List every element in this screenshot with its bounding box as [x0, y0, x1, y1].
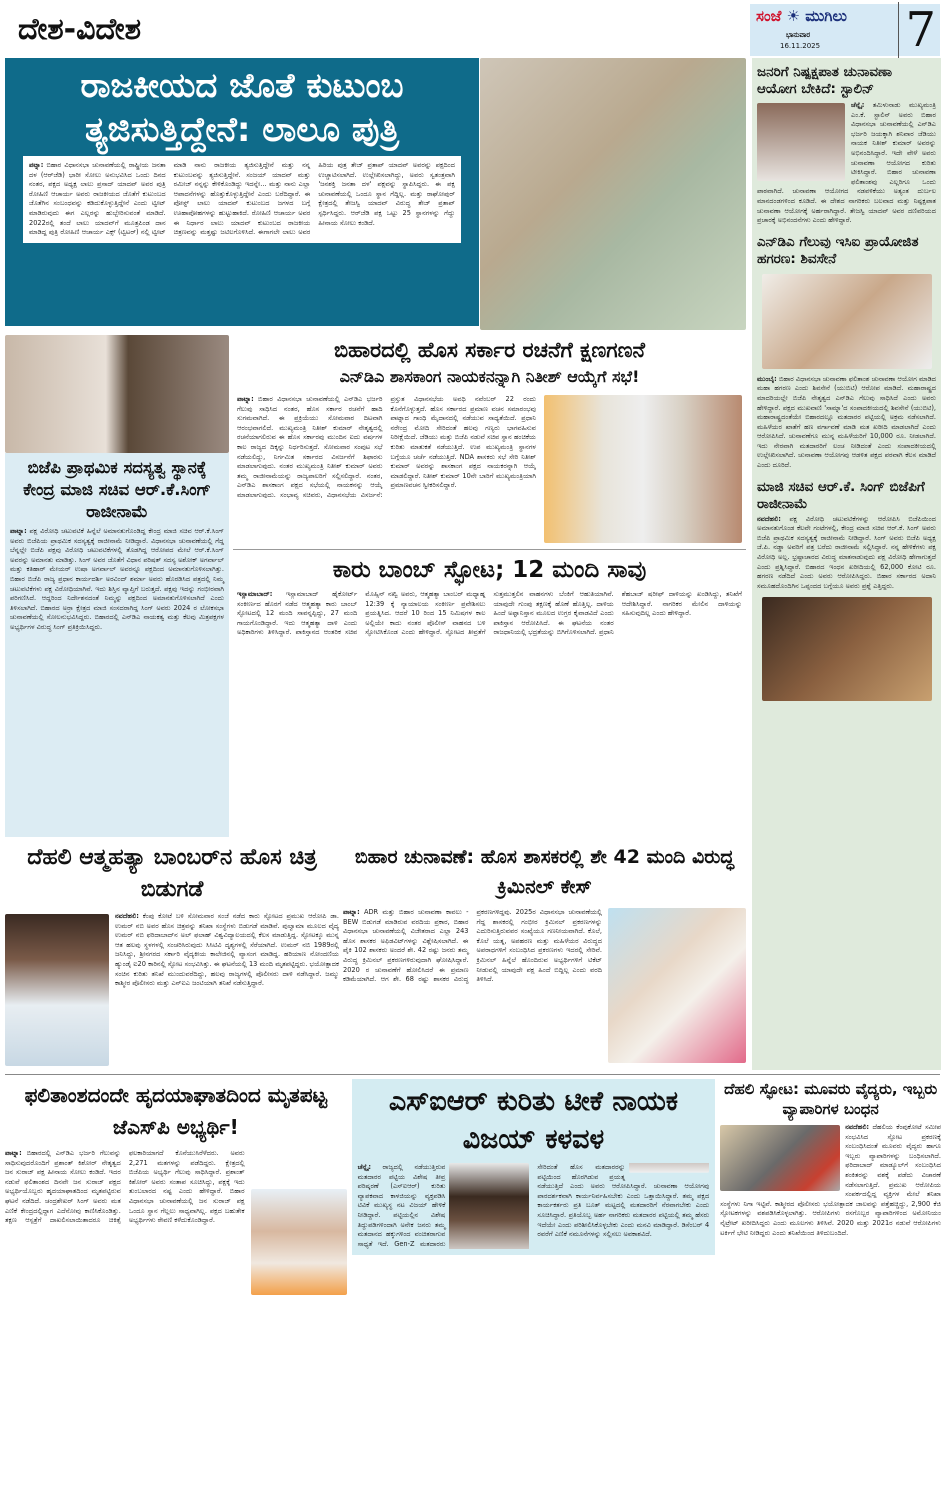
photo-uddhav: [762, 274, 932, 369]
masthead: [750, 4, 940, 56]
story-car-bomb: [233, 549, 746, 638]
story-vijay: [352, 1079, 716, 1255]
row-lower: [5, 842, 746, 1070]
main-area: [0, 58, 945, 1070]
section-title: ದೇಶ-ವಿದೇಶ: [18, 12, 142, 47]
left-block: [5, 335, 229, 837]
headline: ಬಿಹಾರ ಚುನಾವಣೆ: ಹೊಸ ಶಾಸಕರಲ್ಲಿ ಶೇ 42 ಮಂದಿ ವಿರುದ್ಧ ಕ್ರಿಮಿನಲ್ ಕೇಸ್: [354, 846, 735, 898]
story-body: ಪಾಟ್ನಾ: ADR ಮತ್ತು ಬಿಹಾರ ಚುನಾವಣಾ ಕಾವಲು - BEW ಬಿಡುಗಡೆ ಮಾಡಿರುವ ವರದಿಯ ಪ್ರಕಾರ, ಬಿಹಾರ ವಿಧಾನಸಭಾ ಚುನಾವಣೆಯಲ್ಲಿ ವಿಜೇತರಾದ ಎಲ್ಲಾ 243 ಹೊಸ ಶಾಸಕರ ಅಫಿಡವಿಟ್‌ಗಳನ್ನು ವಿಶ್ಲೇಷಿಸಲಾಗಿದೆ. ಈ ಪೈಕಿ 102 ಶಾಸಕರು ಅಂದರೆ ಶೇ. 42 ರಷ್ಟು ಜನರು ತಮ್ಮ ವಿರುದ್ಧ ಕ್ರಿಮಿನಲ್ ಪ್ರಕರಣಗಳಿರುವುದಾಗಿ ಘೋಷಿಸಿದ್ದಾರೆ. 2020 ರ ಚುನಾವಣೆಗೆ ಹೋಲಿಸಿದರೆ ಈ ಪ್ರಮಾಣ ಕಡಿಮೆಯಾಗಿದೆ. ಆಗ ಶೇ. 68 ರಷ್ಟು ಶಾಸಕರ ವಿರುದ್ಧ ಪ್ರಕರಣಗಳಿದ್ದವು. 2025ರ ವಿಧಾನಸಭಾ ಚುನಾವಣೆಯಲ್ಲಿ ಗೆದ್ದ ಶಾಸಕರಲ್ಲಿ ಗಂಭೀರ ಕ್ರಿಮಿನಲ್ ಪ್ರಕರಣಗಳನ್ನು ಎದುರಿಸುತ್ತಿರುವವರ ಸಂಖ್ಯೆಯೂ ಗಣನೀಯವಾಗಿದೆ. ಕೊಲೆ, ಕೊಲೆ ಯತ್ನ, ಅಪಹರಣ ಮತ್ತು ಮಹಿಳೆಯರ ವಿರುದ್ಧದ ಅಪರಾಧಗಳಿಗೆ ಸಂಬಂಧಿಸಿದ ಪ್ರಕರಣಗಳು ಇದರಲ್ಲಿ ಸೇರಿವೆ. ಕ್ರಿಮಿನಲ್ ಹಿನ್ನೆಲೆ ಹೊಂದಿರುವ ಅಭ್ಯರ್ಥಿಗಳಿಗೆ ಟಿಕೆಟ್ ನೀಡುವಲ್ಲಿ ಯಾವುದೇ ಪಕ್ಷ ಹಿಂದೆ ಬಿದ್ದಿಲ್ಲ ಎಂದು ವರದಿ ತಿಳಿಸಿದೆ.: [343, 908, 602, 984]
photo-modi-nitish: [544, 395, 742, 543]
headline: ದೆಹಲಿ ಸ್ಫೋಟ: ಮೂವರು ವೈದ್ಯರು, ಇಬ್ಬರು ವ್ಯಾಪಾರಿಗಳ ಬಂಧನ: [724, 1080, 938, 1118]
story-bihar-govt: [233, 335, 746, 549]
left-main: [5, 58, 746, 1070]
photo-candidate: [251, 1189, 347, 1295]
divider: [5, 1074, 940, 1075]
subheadline: ಎನ್‌ಡಿಎ ಶಾಸಕಾಂಗ ನಾಯಕನನ್ನಾಗಿ ನಿತೀಶ್ ಆಯ್ಕೆಗೆ ಸಭೆ!: [339, 367, 640, 386]
headline: ಬಿಹಾರದಲ್ಲಿ ಹೊಸ ಸರ್ಕಾರ ರಚನೆಗೆ ಕ್ಷಣಗಣನೆ: [333, 338, 646, 362]
story-body: ಚೆನ್ನೈ: ತಮಿಳುನಾಡು ಮುಖ್ಯಮಂತ್ರಿ ಎಂ.ಕೆ. ಸ್ಟಾಲಿನ್ ಅವರು ಬಿಹಾರ ವಿಧಾನಸಭಾ ಚುನಾವಣೆಯಲ್ಲಿ ಎನ್‌ಡಿಎ ಭರ್ಜರಿ ಜಯಕ್ಕಾಗಿ ಶನಿವಾರ ಜೆಡಿಯು ನಾಯಕ ನಿತೀಶ್ ಕುಮಾರ್ ಅವರನ್ನು ಅಭಿನಂದಿಸಿದ್ದಾರೆ. ಇದೇ ವೇಳೆ ಅವರು ಚುನಾವಣಾ ಆಯೋಗದ ಕುರಿತು ಟೀಕಿಸಿದ್ದಾರೆ. ಬಿಹಾರ ಚುನಾವಣಾ ಫಲಿತಾಂಶವು ಎಲ್ಲರಿಗೂ ಒಂದು ಪಾಠವಾಗಿದೆ. ಚುನಾವಣಾ ಆಯೋಗದ ನಡವಳಿಕೆಯು ಅತ್ಯಂತ ದುರ್ಬಲ ಮಾನದಂಡಗಳಿಂದ ಕೂಡಿದೆ. ಈ ದೇಶದ ನಾಗರಿಕರು ಬಲವಾದ ಮತ್ತು ನಿಷ್ಪಕ್ಷಪಾತ ಚುನಾವಣಾ ಆಯೋಗಕ್ಕೆ ಅರ್ಹರಾಗಿದ್ದಾರೆ. ತೇಜಸ್ವಿ ಯಾದವ್ ಅವರ ದಣಿವರಿಯದ ಪ್ರಚಾರಕ್ಕೆ ಅಭಿನಂದನೆಗಳು ಎಂದು ಹೇಳಿದ್ದಾರೆ.: [757, 101, 936, 225]
headline: ಫಲಿತಾಂಶದಂದೇ ಹೃದಯಾಘಾತದಿಂದ ಮೃತಪಟ್ಟ ಜೆಎಸ್‌ಪಿ ಅಭ್ಯರ್ಥಿ!: [24, 1083, 328, 1139]
story-body: ಚೆನ್ನೈ: ರಾಜ್ಯದಲ್ಲಿ ನಡೆಯುತ್ತಿರುವ ಮತದಾರರ ಪಟ್ಟಿಯ ವಿಶೇಷ ತೀವ್ರ ಪರಿಷ್ಕರಣೆ (ಎಸ್‌ಐಆರ್) ಕುರಿತು ವ್ಯಾಪಕವಾದ ಕಾಳಜಿಯನ್ನು ವ್ಯಕ್ತಪಡಿಸಿ ಟಿವಿಕೆ ಮುಖ್ಯಸ್ಥ ನಟ ವಿಜಯ್ ಹೇಳಿಕೆ ನೀಡಿದ್ದಾರೆ. ಪಟ್ಟಿಯಲ್ಲಿನ ವಿಶೇಷ ತಿದ್ದುಪಡಿಗಳಿಂದಾಗಿ ಅನೇಕ ಜನರು ತಮ್ಮ ಮತದಾನದ ಹಕ್ಕುಗಳಿಂದ ವಂಚಿತರಾಗುವ ಸಾಧ್ಯತೆ ಇದೆ. Gen-Z ಮತದಾರರು ಸೇರಿದಂತೆ ಹೊಸ ಮತದಾರರನ್ನು ಪಟ್ಟಿಯಿಂದ ಹೊರಗಿಡುವ ಪ್ರಯತ್ನ ನಡೆಯುತ್ತಿದೆ ಎಂದು ಅವರು ಆರೋಪಿಸಿದ್ದಾರೆ. ಚುನಾವಣಾ ಆಯೋಗವು ಪಾರದರ್ಶಕವಾಗಿ ಕಾರ್ಯನಿರ್ವಹಿಸಬೇಕು ಎಂದು ಒತ್ತಾಯಿಸಿದ್ದಾರೆ. ತಮ್ಮ ಪಕ್ಷದ ಕಾರ್ಯಕರ್ತರು ಪ್ರತಿ ಬೂತ್ ಮಟ್ಟದಲ್ಲಿ ಮತದಾರರಿಗೆ ನೆರವಾಗಬೇಕು ಎಂದು ಸೂಚಿಸಿದ್ದಾರೆ. ಪ್ರತಿಯೊಬ್ಬ ಅರ್ಹ ನಾಗರಿಕರು ಮತದಾರರ ಪಟ್ಟಿಯಲ್ಲಿ ತಮ್ಮ ಹೆಸರು ಇದೆಯೇ ಎಂದು ಪರಿಶೀಲಿಸಿಕೊಳ್ಳಬೇಕು ಎಂದು ಮನವಿ ಮಾಡಿದ್ದಾರೆ. ಡಿಸೆಂಬರ್ 4 ರವರೆಗೆ ಎಣಿಕೆ ನಮೂನೆಗಳನ್ನು ಸಲ್ಲಿಸಲು ಅವಕಾಶವಿದೆ.: [357, 1163, 710, 1248]
story-lalu: [5, 58, 479, 326]
photo-lalu-and-daughter: [480, 58, 746, 330]
headline: ಕಾರು ಬಾಂಬ್ ಸ್ಫೋಟ; 12 ಮಂದಿ ಸಾವು: [332, 557, 647, 583]
photo-bomber: [5, 914, 109, 1066]
story-body: ಪಾಟ್ನಾ: ಪಕ್ಷ ವಿರೋಧಿ ಚಟುವಟಿಕೆ ಹಿನ್ನೆಲೆ ಅಮಾನತುಗೊಂಡಿದ್ದ ಕೇಂದ್ರ ಮಾಜಿ ಸಚಿವ ಆರ್.ಕೆ.ಸಿಂಗ್ ಅವರು ಬಿಜೆಪಿಯ ಪ್ರಾಥಮಿಕ ಸದಸ್ಯತ್ವಕ್ಕೆ ರಾಜೀನಾಮೆ ನೀಡಿದ್ದಾರೆ. ವಿಧಾನಸಭಾ ಚುನಾವಣೆಯಲ್ಲಿ ಗೆದ್ದ ಬೆನ್ನಲ್ಲೇ ಬಿಜೆಪಿ ಪಕ್ಷವು ವಿರೋಧಿ ಚಟುವಟಿಕೆಗಳಲ್ಲಿ ತೊಡಗಿದ್ದ ಆರೋಪದ ಮೇಲೆ ಆರ್.ಕೆ.ಸಿಂಗ್ ಅವರನ್ನು ಅಮಾನತು ಮಾಡಿತ್ತು. ಸಿಂಗ್ ಅವರ ಜೊತೆಗೆ ವಿಧಾನ ಪರಿಷತ್ ಸದಸ್ಯ ಅಶೋಕ್ ಅಗರ್ವಾಲ್ ಮತ್ತು ಕತಿಹಾರ್ ಮೇಯರ್ ಉಷಾ ಅಗರ್ವಾಲ್ ಅವರನ್ನೂ ಪಕ್ಷದಿಂದ ಅಮಾನತುಗೊಳಿಸಲಾಗಿತ್ತು. ಬಿಹಾರ ಬಿಜೆಪಿ ರಾಜ್ಯ ಪ್ರಧಾನ ಕಾರ್ಯದರ್ಶಿ ಅರವಿಂದ್ ಶರ್ಮಾ ಅವರು ಹೊರಡಿಸಿದ ಪತ್ರದಲ್ಲಿ ನಿಮ್ಮ ಚಟುವಟಿಕೆಗಳು ಪಕ್ಷ ವಿರೋಧಿಯಾಗಿವೆ. ಇದು ಶಿಸ್ತಿನ ವ್ಯಾಪ್ತಿಗೆ ಬರುತ್ತದೆ. ಪಕ್ಷವು ಇದನ್ನು ಗಂಭೀರವಾಗಿ ಪರಿಗಣಿಸಿದೆ. ಆದ್ದರಿಂದ ನಿರ್ದೇಶನದಂತೆ ನಿಮ್ಮನ್ನು ಪಕ್ಷದಿಂದ ಅಮಾನತುಗೊಳಿಸಲಾಗಿದೆ ಎಂದು ತಿಳಿಸಲಾಗಿದೆ. ಬಿಹಾರದ ಅರ್ರಾ ಕ್ಷೇತ್ರದ ಮಾಜಿ ಸಂಸದರಾಗಿದ್ದ ಸಿಂಗ್ ಅವರು 2024 ರ ಲೋಕಸಭಾ ಚುನಾವಣೆಯಲ್ಲಿ ಸೋಲನುಭವಿಸಿದ್ದರು. ಬಿಹಾರದಲ್ಲಿ ಎನ್‌ಡಿಎ ನಾಯಕತ್ವ ಮತ್ತು ಕೆಲವು ಮಿತ್ರಪಕ್ಷಗಳ ಅಭ್ಯರ್ಥಿಗಳ ವಿರುದ್ಧ ಸಿಂಗ್ ಪ್ರತಿಕ್ರಿಯಿಸಿದ್ದರು.: [10, 527, 224, 631]
photo-nitish: [608, 908, 746, 1063]
photo-rksingh: [762, 597, 932, 701]
page-header: [0, 0, 945, 58]
story-jsp-candidate: [5, 1079, 347, 1295]
story-body: ಪಟ್ನಾ: ಬಿಹಾರ ವಿಧಾನಸಭಾ ಚುನಾವಣೆಯಲ್ಲಿ ರಾಷ್ಟ್ರೀಯ ಜನತಾ ದಳ (ಆರ್‌ಜೆಡಿ) ಭಾರೀ ಸೋಲು ಅನುಭವಿಸಿದ ಒಂದು ದಿನದ ನಂತರ, ಪಕ್ಷದ ಅಧ್ಯಕ್ಷ ಲಾಲು ಪ್ರಸಾದ್ ಯಾದವ್ ಅವರ ಪುತ್ರಿ ರೋಹಿಣಿ ಆಚಾರ್ಯ ಅವರು ರಾಜಕೀಯದ ಜೊತೆಗೆ ಕುಟುಂಬದ ಜೊತೆಗಿನ ಸಂಬಂಧವನ್ನು ಕಡಿದುಕೊಳ್ಳುತ್ತಿದ್ದೇನೆ ಎಂದು ಟ್ವೀಟ್ ಮಾಡಿರುವುದು ಈಗ ಎಲ್ಲರನ್ನು ಹುಬ್ಬೇರಿಸುವಂತೆ ಮಾಡಿದೆ. 2022ರಲ್ಲಿ ತಂದೆ ಲಾಲು ಯಾದವ್‌ಗೆ ಮೂತ್ರಪಿಂಡ ದಾನ ಮಾಡಿದ್ದ ಪುತ್ರಿ ರೋಹಿಣಿ ಆಚಾರ್ಯ ಎಕ್ಸ್ (ಟ್ವಿಟರ್) ನಲ್ಲಿ ಟ್ವೀಟ್ ಮಾಡಿ ನಾನು ರಾಜಕೀಯ ತ್ಯಜಿಸುತ್ತಿದ್ದೇನೆ ಮತ್ತು ನನ್ನ ಕುಟುಂಬವನ್ನು ತ್ಯಜಿಸುತ್ತಿದ್ದೇನೆ. ಸಂಜಯ್ ಯಾದವ್ ಮತ್ತು ರಮೀಜ್ ನನ್ನನ್ನು ಕೇಳಿಕೊಂಡಿದ್ದು ಇದನ್ನೇ... ಮತ್ತು ನಾನು ಎಲ್ಲಾ ಆಪಾದನೆಗಳನ್ನು ಹೊತ್ತುಕೊಳ್ಳುತ್ತಿದ್ದೇನೆ ಎಂದು ಬರೆದಿದ್ದಾರೆ. ಈ ಪೋಸ್ಟ್ ಲಾಲು ಯಾದವ್ ಕುಟುಂಬದ ಜಗಳದ ಬಗ್ಗೆ ಊಹಾಪೋಹಗಳನ್ನು ಹುಟ್ಟುಹಾಕಿದೆ. ರೋಹಿಣಿ ಆಚಾರ್ಯ ಅವರ ಈ ನಿರ್ಧಾರ ಲಾಲು ಯಾದವ್ ಕುಟುಂಬದ ರಾಜಕೀಯ ಚಿತ್ರಣವನ್ನು ಮತ್ತಷ್ಟು ಜಟಿಲಗೊಳಿಸಿದೆ. ಈಗಾಗಲೇ ಲಾಲು ಅವರ ಹಿರಿಯ ಪುತ್ರ ತೇಜ್ ಪ್ರತಾಪ್ ಯಾದವ್ ಅವರನ್ನು ಪಕ್ಷದಿಂದ ಉಚ್ಚಾಟಿಸಲಾಗಿದೆ. ಉಲ್ಲೇಖಿಸಲಾಗಿದ್ದು, ಅವರು ಸ್ವತಂತ್ರವಾಗಿ 'ಜನಶಕ್ತಿ ಜನತಾ ದಳ' ಪಕ್ಷವನ್ನು ಸ್ಥಾಪಿಸಿದ್ದರು. ಈ ಪಕ್ಷ ಚುನಾವಣೆಯಲ್ಲಿ ಒಂದೂ ಸ್ಥಾನ ಗೆದ್ದಿಲ್ಲ. ಮತ್ತು ರಾಘೋಪುರ್ ಕ್ಷೇತ್ರದಲ್ಲಿ ತೇಜಸ್ವಿ ಯಾದವ್ ವಿರುದ್ಧ ತೇಜ್ ಪ್ರತಾಪ್ ಸ್ಪರ್ಧಿಸಿದ್ದರು. ಆರ್‌ಜೆಡಿ ಪಕ್ಷ ಒಟ್ಟು 25 ಸ್ಥಾನಗಳನ್ನು ಗೆದ್ದು ಹೀನಾಯ ಸೋಲು ಕಂಡಿದೆ.: [23, 156, 461, 243]
story-delhi-arrest: [720, 1079, 941, 1238]
headline-rksingh-right: ಮಾಜಿ ಸಚಿವ ಆರ್.ಕೆ. ಸಿಂಗ್ ಬಿಜೆಪಿಗೆ ರಾಜೀನಾಮೆ: [757, 478, 925, 512]
masthead-day: ಭಾನುವಾರ: [786, 31, 811, 39]
story-body: ಮುಂಬೈ: ಬಿಹಾರ ವಿಧಾನಸಭಾ ಚುನಾವಣಾ ಫಲಿತಾಂಶ ಚುನಾವಣಾ ಆಯೋಗ ಮಾಡಿದ ಮಹಾ ಹಗರಣ ಎಂದು ಶಿವಸೇನೆ (ಯುಬಿಟಿ) ಆರೋಪ ಮಾಡಿದೆ. ಮಹಾರಾಷ್ಟ್ರದ ಮಾದರಿಯಲ್ಲೇ ಬಿಜೆಪಿ ನೇತೃತ್ವದ ಎನ್‌ಡಿಎ ಗೆಲುವು ಸಾಧಿಸಿದೆ ಎಂದು ಅವರು ಹೇಳಿದ್ದಾರೆ. ಪಕ್ಷದ ಮುಖವಾಣಿ 'ಸಾಮ್ನಾ'ದ ಸಂಪಾದಕೀಯದಲ್ಲಿ ಶಿವಸೇನೆ (ಯುಬಿಟಿ), ಮಹಾರಾಷ್ಟ್ರದಂತೆಯೇ ಬಿಹಾರದಲ್ಲೂ ಮತದಾರರ ಪಟ್ಟಿಯಲ್ಲಿ ಅಕ್ರಮ ನಡೆಸಲಾಗಿದೆ. ಮಹಿಳೆಯರ ಖಾತೆಗೆ ಹಣ ವರ್ಗಾವಣೆ ಮಾಡಿ ಮತ ಖರೀದಿ ಮಾಡಲಾಗಿದೆ ಎಂದು ಆರೋಪಿಸಿದೆ. ಚುನಾವಣೆಗೂ ಮುನ್ನ ಮಹಿಳೆಯರಿಗೆ 10,000 ರೂ. ನೀಡಲಾಗಿದೆ. ಇದು ನೇರವಾಗಿ ಮತದಾರರಿಗೆ ಲಂಚ ನೀಡಿದಂತೆ ಎಂದು ಸಂಪಾದಕೀಯದಲ್ಲಿ ಉಲ್ಲೇಖಿಸಲಾಗಿದೆ. ಚುನಾವಣಾ ಆಯೋಗವು ಆಡಳಿತ ಪಕ್ಷದ ಪರವಾಗಿ ಕೆಲಸ ಮಾಡಿದೆ ಎಂದು ದೂರಿದೆ.: [757, 374, 936, 470]
story-body: ಪಾಟ್ನಾ: ಬಿಹಾರ ವಿಧಾನಸಭಾ ಚುನಾವಣೆಯಲ್ಲಿ ಎನ್‌ಡಿಎ ಭರ್ಜರಿ ಗೆಲುವು ಸಾಧಿಸಿದ ನಂತರ, ಹೊಸ ಸರ್ಕಾರ ರಚನೆಗೆ ಹಾದಿ ಸುಗಮವಾಗಿದೆ. ಈ ಪ್ರಕ್ರಿಯೆಯು ಸೋಮವಾರ ದಿಟವಾಗಿ ಆರಂಭವಾಗಲಿದೆ. ಮುಖ್ಯಮಂತ್ರಿ ನಿತೀಶ್ ಕುಮಾರ್ ನೇತೃತ್ವದಲ್ಲಿ ರಚನೆಯಾಗಲಿರುವ ಈ ಹೊಸ ಸರ್ಕಾರವು ಮುಂದಿನ ಐದು ವರ್ಷಗಳ ಕಾಲ ರಾಜ್ಯದ ದಿಕ್ಕನ್ನು ನಿರ್ಧರಿಸುತ್ತದೆ. ಸೋಮವಾರ ಸಂಪುಟ ಸಭೆ ನಡೆಯಲಿದ್ದು, ನಿರ್ಗಮಿತ ಸರ್ಕಾರದ ವಿಸರ್ಜನೆಗೆ ಶಿಫಾರಸು ಮಾಡಲಾಗುವುದು. ನಂತರ ಮುಖ್ಯಮಂತ್ರಿ ನಿತೀಶ್ ಕುಮಾರ್ ಅವರು ತಮ್ಮ ರಾಜೀನಾಮೆಯನ್ನು ರಾಜ್ಯಪಾಲರಿಗೆ ಸಲ್ಲಿಸಲಿದ್ದಾರೆ. ನಂತರ, ಎನ್‌ಡಿಎ ಶಾಸಕಾಂಗ ಪಕ್ಷದ ಸಭೆಯಲ್ಲಿ ನಾಯಕನನ್ನು ಆಯ್ಕೆ ಮಾಡಲಾಗುವುದು. ಸಂಭಾವ್ಯ ಸಚಿವರು, ವಿಧಾನಸಭೆಯ ವಿಸರ್ಜನೆ: ಪ್ರಸ್ತುತ ವಿಧಾನಸಭೆಯ ಅವಧಿ ನವೆಂಬರ್ 22 ರಂದು ಕೊನೆಗೊಳ್ಳುತ್ತದೆ. ಹೊಸ ಸರ್ಕಾರದ ಪ್ರಮಾಣ ವಚನ ಸಮಾರಂಭವು ಪಾಟ್ನಾದ ಗಾಂಧಿ ಮೈದಾನದಲ್ಲಿ ನಡೆಯುವ ಸಾಧ್ಯತೆಯಿದೆ. ಪ್ರಧಾನಿ ನರೇಂದ್ರ ಮೋದಿ ಸೇರಿದಂತೆ ಹಲವು ಗಣ್ಯರು ಭಾಗವಹಿಸುವ ನಿರೀಕ್ಷೆಯಿದೆ. ಜೆಡಿಯು ಮತ್ತು ಬಿಜೆಪಿ ನಡುವೆ ಸಚಿವ ಸ್ಥಾನ ಹಂಚಿಕೆಯ ಕುರಿತು ಮಾತುಕತೆ ನಡೆಯುತ್ತಿದೆ. ಉಪ ಮುಖ್ಯಮಂತ್ರಿ ಸ್ಥಾನಗಳ ಬಗ್ಗೆಯೂ ಚರ್ಚೆ ನಡೆಯುತ್ತಿದೆ. NDA ಶಾಸಕರು ಸಭೆ ಸೇರಿ ನಿತೀಶ್ ಕುಮಾರ್ ಅವರನ್ನು ಶಾಸಕಾಂಗ ಪಕ್ಷದ ನಾಯಕರನ್ನಾಗಿ ಆಯ್ಕೆ ಮಾಡಲಿದ್ದಾರೆ. ನಿತೀಶ್ ಕುಮಾರ್ 10ನೇ ಬಾರಿಗೆ ಮುಖ್ಯಮಂತ್ರಿಯಾಗಿ ಪ್ರಮಾಣವಚನ ಸ್ವೀಕರಿಸಲಿದ್ದಾರೆ.: [237, 395, 536, 499]
masthead-logo: ಸಂಜೆ ☀ ಮುಗಿಲು: [756, 7, 847, 25]
page-number: 7: [898, 2, 936, 58]
row-lead: [5, 58, 746, 330]
photo-stalin: [757, 103, 845, 181]
headline-shivsena: ಎನ್‌ಡಿಎ ಗೆಲುವು ಇಸಿಐ ಪ್ರಾಯೋಜಿತ ಹಗರಣ: ಶಿವಸೇನೆ: [757, 233, 919, 267]
story-body: ನವದೆಹಲಿ: ಕೆಂಪು ಕೋಟೆ ಬಳಿ ಸೋಮವಾರ ಸಂಜೆ ನಡೆದ ಕಾರು ಸ್ಫೋಟದ ಪ್ರಮುಖ ಆರೋಪಿ ಡಾ. ಉಮರ್ ನಬಿ ಅವರ ಹೊಸ ಚಿತ್ರವನ್ನು ತನಿಖಾ ಸಂಸ್ಥೆಗಳು ಬಿಡುಗಡೆ ಮಾಡಿವೆ. ಪುಲ್ವಾಮಾ ಮೂಲದ ವೈದ್ಯ ಉಮರ್ ನಬಿ ಫರಿದಾಬಾದ್‌ನ ಅಲ್ ಫಲಾಹ್ ವಿಶ್ವವಿದ್ಯಾಲಯದಲ್ಲಿ ಕೆಲಸ ಮಾಡುತ್ತಿದ್ದ. ಸ್ಫೋಟಕ್ಕೂ ಮುನ್ನ ಆತ ಹಲವು ಸ್ಥಳಗಳಲ್ಲಿ ಸಂಚರಿಸಿರುವುದು ಸಿಸಿಟಿವಿ ದೃಶ್ಯಗಳಲ್ಲಿ ಸೆರೆಯಾಗಿದೆ. ಉಮರ್ ನಬಿ 1989ರಲ್ಲಿ ಜನಿಸಿದ್ದು, ಶ್ರೀನಗರದ ಸರ್ಕಾರಿ ವೈದ್ಯಕೀಯ ಕಾಲೇಜಿನಲ್ಲಿ ವ್ಯಾಸಂಗ ಮಾಡಿದ್ದ. ಹರಿಯಾಣ ನೋಂದಣಿಯ ಹ್ಯುಂಡೈ ಐ20 ಕಾರಿನಲ್ಲಿ ಸ್ಫೋಟ ಸಂಭವಿಸಿತ್ತು. ಈ ಘಟನೆಯಲ್ಲಿ 13 ಮಂದಿ ಮೃತಪಟ್ಟಿದ್ದರು. ಭಯೋತ್ಪಾದಕ ಸಂಚಿನ ಕುರಿತು ತನಿಖೆ ಮುಂದುವರೆದಿದ್ದು, ಹಲವು ರಾಜ್ಯಗಳಲ್ಲಿ ಪೊಲೀಸರು ದಾಳಿ ನಡೆಸಿದ್ದಾರೆ. ಜಮ್ಮು ಕಾಶ್ಮೀರ ಪೊಲೀಸರು ಮತ್ತು ಎನ್‌ಐಎ ಜಂಟಿಯಾಗಿ ತನಿಖೆ ನಡೆಸುತ್ತಿದ್ದಾರೆ.: [115, 912, 339, 988]
story-body: ಪಾಟ್ನಾ: ಬಿಹಾರದಲ್ಲಿ ಎನ್‌ಡಿಎ ಭರ್ಜರಿ ಗೆಲುವನ್ನು ಸಾಧಿಸುವುದರೊಂದಿಗೆ ಪ್ರಶಾಂತ್ ಕಿಶೋರ್ ನೇತೃತ್ವದ ಜನ ಸುರಾಜ್ ಪಕ್ಷ ಹೀನಾಯ ಸೋಲು ಕಂಡಿದೆ. ಇದರ ನಡುವೆ ಫಲಿತಾಂಶದ ದಿನವೇ ಜನ ಸುರಾಜ್ ಪಕ್ಷದ ಅಭ್ಯರ್ಥಿಯೊಬ್ಬರು ಹೃದಯಾಘಾತದಿಂದ ಮೃತಪಟ್ಟಿರುವ ಘಟನೆ ನಡೆದಿದೆ. ಚಂದ್ರಶೇಖರ್ ಸಿಂಗ್ ಅವರು ಮತ ಎಣಿಕೆ ಕೇಂದ್ರದಲ್ಲಿದ್ದಾಗ ಎದೆನೋವು ಕಾಣಿಸಿಕೊಂಡಿತ್ತು. ತಕ್ಷಣ ಆಸ್ಪತ್ರೆಗೆ ದಾಖಲಿಸಲಾಯಿತಾದರೂ ಚಿಕಿತ್ಸೆ ಫಲಕಾರಿಯಾಗದೆ ಕೊನೆಯುಸಿರೆಳೆದರು. ಅವರು 2,271 ಮತಗಳನ್ನು ಪಡೆದಿದ್ದರು. ಕ್ಷೇತ್ರದಲ್ಲಿ ಬಿಜೆಪಿಯ ಅಭ್ಯರ್ಥಿ ಗೆಲುವು ಸಾಧಿಸಿದ್ದಾರೆ. ಪ್ರಶಾಂತ್ ಕಿಶೋರ್ ಅವರು ಸಂತಾಪ ಸೂಚಿಸಿದ್ದು, ಪಕ್ಷಕ್ಕೆ ಇದು ತುಂಬಲಾರದ ನಷ್ಟ ಎಂದು ಹೇಳಿದ್ದಾರೆ. ಬಿಹಾರ ವಿಧಾನಸಭಾ ಚುನಾವಣೆಯಲ್ಲಿ ಜನ ಸುರಾಜ್ ಪಕ್ಷ ಒಂದೂ ಸ್ಥಾನ ಗೆಲ್ಲಲು ಸಾಧ್ಯವಾಗಿಲ್ಲ. ಪಕ್ಷದ ಬಹುತೇಕ ಅಭ್ಯರ್ಥಿಗಳು ಠೇವಣಿ ಕಳೆದುಕೊಂಡಿದ್ದಾರೆ.: [5, 1149, 245, 1225]
masthead-date: 16.11.2025: [780, 42, 821, 50]
story-delhi-bomber: [5, 842, 339, 1070]
story-criminal-cases: [343, 842, 746, 1063]
middle-block: [233, 335, 746, 638]
row-middle: [5, 335, 746, 837]
headline: ಬಿಜೆಪಿ ಪ್ರಾಥಮಿಕ ಸದಸ್ಯತ್ವ ಸ್ಥಾನಕ್ಕೆ ಕೇಂದ್ರ ಮಾಜಿ ಸಚಿವ ಆರ್.ಕೆ.ಸಿಂಗ್ ರಾಜೀನಾಮೆ: [23, 458, 211, 521]
story-body: ನವದೆಹಲಿ: ದೆಹಲಿಯ ಕೆಂಪುಕೋಟೆ ಸಮೀಪ ಸಂಭವಿಸಿದ ಸ್ಫೋಟ ಪ್ರಕರಣಕ್ಕೆ ಸಂಬಂಧಿಸಿದಂತೆ ಮೂವರು ವೈದ್ಯರು ಹಾಗೂ ಇಬ್ಬರು ವ್ಯಾಪಾರಿಗಳನ್ನು ಬಂಧಿಸಲಾಗಿದೆ. ಫರಿದಾಬಾದ್ ಮಾಡ್ಯೂಲ್‌ಗೆ ಸಂಬಂಧಿಸಿದ ಶಂಕಿತರನ್ನು ವಶಕ್ಕೆ ಪಡೆದು ವಿಚಾರಣೆ ನಡೆಸಲಾಗುತ್ತಿದೆ. ಪ್ರಮುಖ ಆರೋಪಿಯ ಸಂಪರ್ಕದಲ್ಲಿದ್ದ ವ್ಯಕ್ತಿಗಳ ಮೇಲೆ ತನಿಖಾ ಸಂಸ್ಥೆಗಳು ನಿಗಾ ಇಟ್ಟಿವೆ. ಕಾಶ್ಮೀರದ ಪೊಲೀಸರು ಭಯೋತ್ಪಾದಕ ಜಾಲವನ್ನು ಪತ್ತೆಹಚ್ಚಿದ್ದು, 2,900 ಕೆಜಿ ಸ್ಫೋಟಕಗಳನ್ನು ವಶಪಡಿಸಿಕೊಳ್ಳಲಾಗಿತ್ತು. ಆರೋಪಿಗಳು ರಸಗೊಬ್ಬರ ವ್ಯಾಪಾರಿಗಳಿಂದ ಅಮೋನಿಯಂ ನೈಟ್ರೇಟ್ ಖರೀದಿಸಿದ್ದರು ಎಂದು ಮೂಲಗಳು ತಿಳಿಸಿವೆ. 2020 ಮತ್ತು 2021ರ ನಡುವೆ ಆರೋಪಿಗಳು ಟರ್ಕಿಗೆ ಭೇಟಿ ನೀಡಿದ್ದರು ಎಂದು ತನಿಖೆಯಿಂದ ತಿಳಿದುಬಂದಿದೆ.: [720, 1123, 941, 1237]
headline: ದೆಹಲಿ ಆತ್ಮಹತ್ಯಾ ಬಾಂಬರ್‌ನ ಹೊಸ ಚಿತ್ರ ಬಿಡುಗಡೆ: [27, 845, 317, 902]
row-bottom: [0, 1079, 945, 1299]
story-body: ನವದೆಹಲಿ: ಪಕ್ಷ ವಿರೋಧಿ ಚಟುವಟಿಕೆಗಳನ್ನು ಆರೋಪಿಸಿ ಬಿಜೆಪಿಯಿಂದ ಅಮಾನತುಗೊಂಡ ಕೆಲವೇ ಗಂಟೆಗಳಲ್ಲಿ, ಕೇಂದ್ರ ಮಾಜಿ ಸಚಿವ ಆರ್.ಕೆ. ಸಿಂಗ್ ಅವರು ಬಿಜೆಪಿ ಪ್ರಾಥಮಿಕ ಸದಸ್ಯತ್ವಕ್ಕೆ ರಾಜೀನಾಮೆ ನೀಡಿದ್ದಾರೆ. ಸಿಂಗ್ ಅವರು ಬಿಜೆಪಿ ಅಧ್ಯಕ್ಷ ಜೆ.ಪಿ. ನಡ್ಡಾ ಅವರಿಗೆ ಪತ್ರ ಬರೆದು ರಾಜೀನಾಮೆ ಸಲ್ಲಿಸಿದ್ದಾರೆ. ನನ್ನ ಹೇಳಿಕೆಗಳು ಪಕ್ಷ ವಿರೋಧಿ ಅಲ್ಲ. ಭ್ರಷ್ಟಾಚಾರದ ವಿರುದ್ಧ ಮಾತನಾಡುವುದು ಪಕ್ಷ ವಿರೋಧಿ ಹೇಗಾಗುತ್ತದೆ ಎಂದು ಪ್ರಶ್ನಿಸಿದ್ದಾರೆ. ಬಿಹಾರದ ಇಂಧನ ಖರೀದಿಯಲ್ಲಿ 62,000 ಕೋಟಿ ರೂ. ಹಗರಣ ನಡೆದಿದೆ ಎಂದು ಅವರು ಆರೋಪಿಸಿದ್ದರು. ಬಿಹಾರ ಸರ್ಕಾರದ ಅದಾನಿ ಸಮೂಹದೊಂದಿಗಿನ ಒಪ್ಪಂದದ ಬಗ್ಗೆಯೂ ಅವರು ಪ್ರಶ್ನೆ ಎತ್ತಿದ್ದರು.: [757, 514, 936, 590]
photo-rksingh-left: [5, 335, 229, 453]
story-rksingh-left: [5, 453, 229, 837]
headline-stalin: ಜನರಿಗೆ ನಿಷ್ಪಕ್ಷಪಾತ ಚುನಾವಣಾ ಆಯೋಗ ಬೇಕಿದೆ: ಸ್ಟಾಲಿನ್: [757, 64, 893, 97]
headline: ರಾಜಕೀಯದ ಜೊತೆ ಕುಟುಂಬ ತ್ಯಜಿಸುತ್ತಿದ್ದೇನೆ: ಲಾಲೂ ಪುತ್ರಿ: [80, 66, 404, 150]
right-column: [752, 58, 941, 1070]
headline: ಎಸ್‌ಐಆರ್ ಕುರಿತು ಟೀಕೆ ನಾಯಕ ವಿಜಯ್ ಕಳವಳ: [388, 1086, 678, 1155]
story-body: ಇಸ್ಲಾಮಾಬಾದ್: ಇಸ್ಲಾಮಾಬಾದ್ ಹೈಕೋರ್ಟ್ ಸಂಕೀರ್ಣದ ಹೊರಗೆ ನಡೆದ ಆತ್ಮಹತ್ಯಾ ಕಾರು ಬಾಂಬ್ ಸ್ಫೋಟದಲ್ಲಿ 12 ಮಂದಿ ಸಾವನ್ನಪ್ಪಿದ್ದು, 27 ಮಂದಿ ಗಾಯಗೊಂಡಿದ್ದಾರೆ. ಇದು ಆತ್ಮಹತ್ಯಾ ದಾಳಿ ಎಂದು ಅಧಿಕಾರಿಗಳು ತಿಳಿಸಿದ್ದಾರೆ. ಪಾಕಿಸ್ತಾನದ ಆಂತರಿಕ ಸಚಿವ ಮೊಹ್ಸಿನ್ ನಖ್ವಿ ಅವರು, ಆತ್ಮಹತ್ಯಾ ಬಾಂಬರ್ ಮಧ್ಯಾಹ್ನ 12:39 ಕ್ಕೆ ನ್ಯಾಯಾಲಯ ಸಂಕೀರ್ಣ ಪ್ರವೇಶಿಸಲು ಪ್ರಯತ್ನಿಸಿದ. ಆದರೆ 10 ರಿಂದ 15 ನಿಮಿಷಗಳ ಕಾಲ ಅಲ್ಲಿಯೇ ಕಾದು ನಂತರ ಪೊಲೀಸ್ ವಾಹನದ ಬಳಿ ಸ್ಫೋಟಿಸಿಕೊಂಡ ಎಂದು ಹೇಳಿದ್ದಾರೆ. ಸ್ಫೋಟದ ತೀವ್ರತೆಗೆ ಸುತ್ತಮುತ್ತಲಿನ ವಾಹನಗಳು ಬೆಂಕಿಗೆ ಆಹುತಿಯಾಗಿವೆ. ಯಾವುದೇ ಗುಂಪು ತಕ್ಷಣಕ್ಕೆ ಹೊಣೆ ಹೊತ್ತಿಲ್ಲ. ದಾಳಿಯ ಹಿಂದೆ ಅಫ್ಘಾನಿಸ್ತಾನ ಮೂಲದ ಉಗ್ರರ ಕೈವಾಡವಿದೆ ಎಂದು ಪಾಕಿಸ್ತಾನ ಆರೋಪಿಸಿದೆ. ಈ ಘಟನೆಯ ನಂತರ ರಾಜಧಾನಿಯಲ್ಲಿ ಭದ್ರತೆಯನ್ನು ಬಿಗಿಗೊಳಿಸಲಾಗಿದೆ. ಪ್ರಧಾನಿ ಶೆಹಬಾಜ್ ಷರೀಫ್ ದಾಳಿಯನ್ನು ಖಂಡಿಸಿದ್ದು, ತನಿಖೆಗೆ ಆದೇಶಿಸಿದ್ದಾರೆ. ನಾಗರಿಕರ ಮೇಲಿನ ದಾಳಿಯನ್ನು ಸಹಿಸುವುದಿಲ್ಲ ಎಂದು ಹೇಳಿದ್ದಾರೆ.: [237, 590, 742, 637]
photo-blast-site: [720, 1125, 840, 1191]
